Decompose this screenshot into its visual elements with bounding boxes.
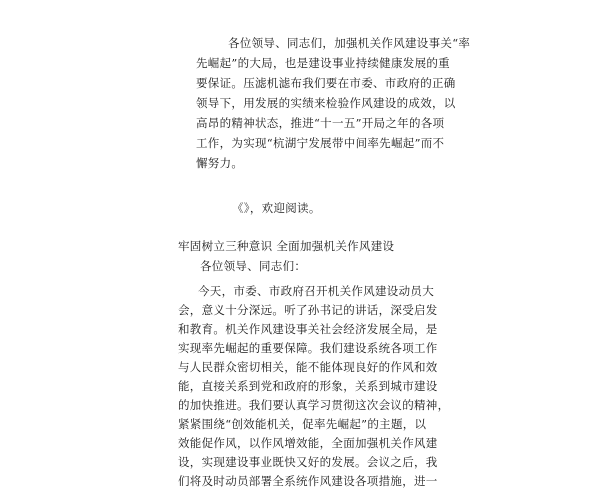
intro-line-4: 领导下，用发展的实绩来检验作风建设的成效，以 [196, 96, 456, 110]
paragraph-line-3: 和教育。机关作风建设事关社会经济发展全局，是 [178, 322, 438, 336]
paragraph-line-1: 今天，市委、市政府召开机关作风建设动员大 [198, 284, 434, 298]
paragraph-line-5: 与人民群众密切相关，能不能体现良好的作风和效 [178, 360, 438, 374]
intro-line-5: 高昂的精神状态，推进“十一五”开局之年的各项 [196, 116, 445, 130]
intro-line-3: 要保证。压滤机滤布我们要在市委、市政府的正确 [196, 76, 456, 90]
paragraph-line-7: 的加快推进。我们要认真学习贯彻这次会议的精神， [178, 398, 450, 412]
paragraph-line-8: 紧紧围绕“创效能机关，促率先崛起”的主题，以 [178, 417, 427, 431]
paragraph-line-9: 效能促作风，以作风增效能，全面加强机关作风建 [178, 436, 438, 450]
article-greeting: 各位领导、同志们： [200, 259, 307, 273]
paragraph-line-2: 会，意义十分深远。听了孙书记的讲话，深受启发 [178, 303, 438, 317]
intro-line-6: 工作，为实现“杭湖宁发展带中间率先崛起”而不 [196, 136, 445, 150]
paragraph-line-11: 们将及时动员部署全系统作风建设各项措施，进一 [178, 474, 438, 488]
paragraph-line-10: 设，实现建设事业既快又好的发展。会议之后，我 [178, 455, 438, 469]
intro-line-1: 各位领导、同志们，加强机关作风建设事关“率 [228, 36, 471, 50]
welcome-line: 《》，欢迎阅读。 [232, 201, 321, 215]
article-title: 牢固树立三种意识 全面加强机关作风建设 [178, 239, 395, 253]
intro-line-7: 懈努力。 [196, 156, 244, 170]
paragraph-line-4: 实现率先崛起的重要保障。我们建设系统各项工作 [178, 341, 438, 355]
intro-line-2: 先崛起”的大局，也是建设事业持续健康发展的重 [196, 56, 450, 70]
paragraph-line-6: 能，直接关系到党和政府的形象，关系到城市建设 [178, 379, 438, 393]
